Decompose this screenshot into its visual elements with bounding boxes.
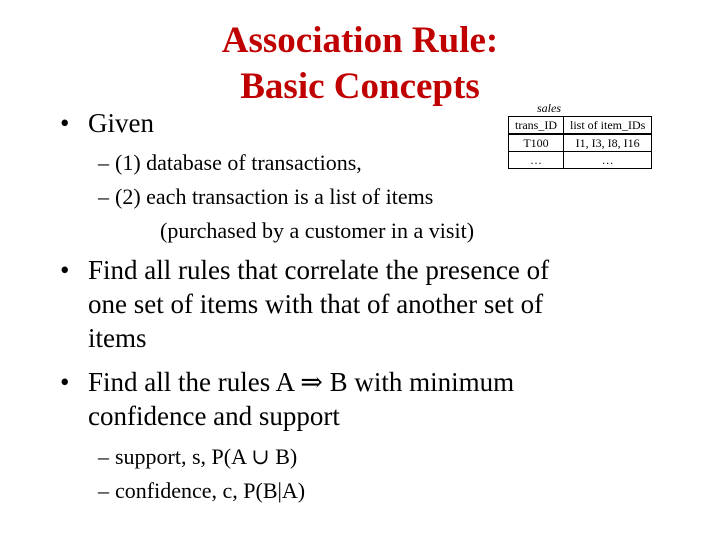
- sub-bullet-confidence: [98, 478, 305, 504]
- sub-bullet-database: [98, 150, 362, 176]
- bullet-icon: •: [60, 367, 70, 397]
- sub-bullet-transaction: [98, 184, 433, 210]
- dash-icon: –: [98, 444, 109, 469]
- sales-table-header-row: [509, 117, 652, 135]
- slide-title-line-2: Basic Concepts: [240, 66, 480, 107]
- bullet-find-correlate-line-3: items: [88, 323, 147, 353]
- sub-bullet-text: (2) each transaction is a list of items: [115, 184, 434, 209]
- dash-icon: –: [98, 184, 109, 209]
- sales-table-header-item-ids: list of item_IDs: [564, 117, 652, 135]
- bullet-find-correlate-line-1: Find all rules that correlate the presence of: [88, 255, 550, 285]
- bullet-find-correlate-line-2: one set of items with that of another set of: [88, 289, 544, 319]
- dash-icon: –: [98, 150, 109, 175]
- dash-icon: –: [98, 478, 109, 503]
- sub-bullet-text: (1) database of transactions,: [115, 150, 362, 175]
- sales-table-caption: sales: [537, 101, 561, 115]
- table-cell: T100: [509, 134, 564, 152]
- table-cell: I1, I3, I8, I16: [564, 134, 652, 152]
- bullet-find-rules: [60, 365, 514, 399]
- table-row: [509, 134, 652, 152]
- sales-table-header-trans-id: trans_ID: [509, 117, 564, 135]
- bullet-find-rules-line-2: confidence and support: [88, 401, 340, 431]
- table-cell: …: [564, 152, 652, 169]
- sub-bullet-continuation: (purchased by a customer in a visit): [160, 218, 475, 243]
- bullet-find-rules-line-1: Find all the rules A ⇒ B with minimum: [88, 367, 515, 397]
- sub-bullet-support: [98, 444, 297, 470]
- bullet-icon: •: [60, 255, 70, 285]
- sales-table: [508, 116, 652, 169]
- slide-title: [170, 18, 550, 110]
- bullet-find-correlate: [60, 253, 549, 287]
- table-row: [509, 152, 652, 169]
- slide-title-line-1: Association Rule:: [221, 20, 499, 61]
- sub-bullet-text: support, s, P(A ∪ B): [115, 444, 298, 469]
- bullet-given-text: Given: [88, 108, 154, 138]
- sub-bullet-text: confidence, c, P(B|A): [115, 478, 306, 503]
- table-cell: …: [509, 152, 564, 169]
- bullet-given: [60, 106, 154, 140]
- bullet-icon: •: [60, 108, 70, 138]
